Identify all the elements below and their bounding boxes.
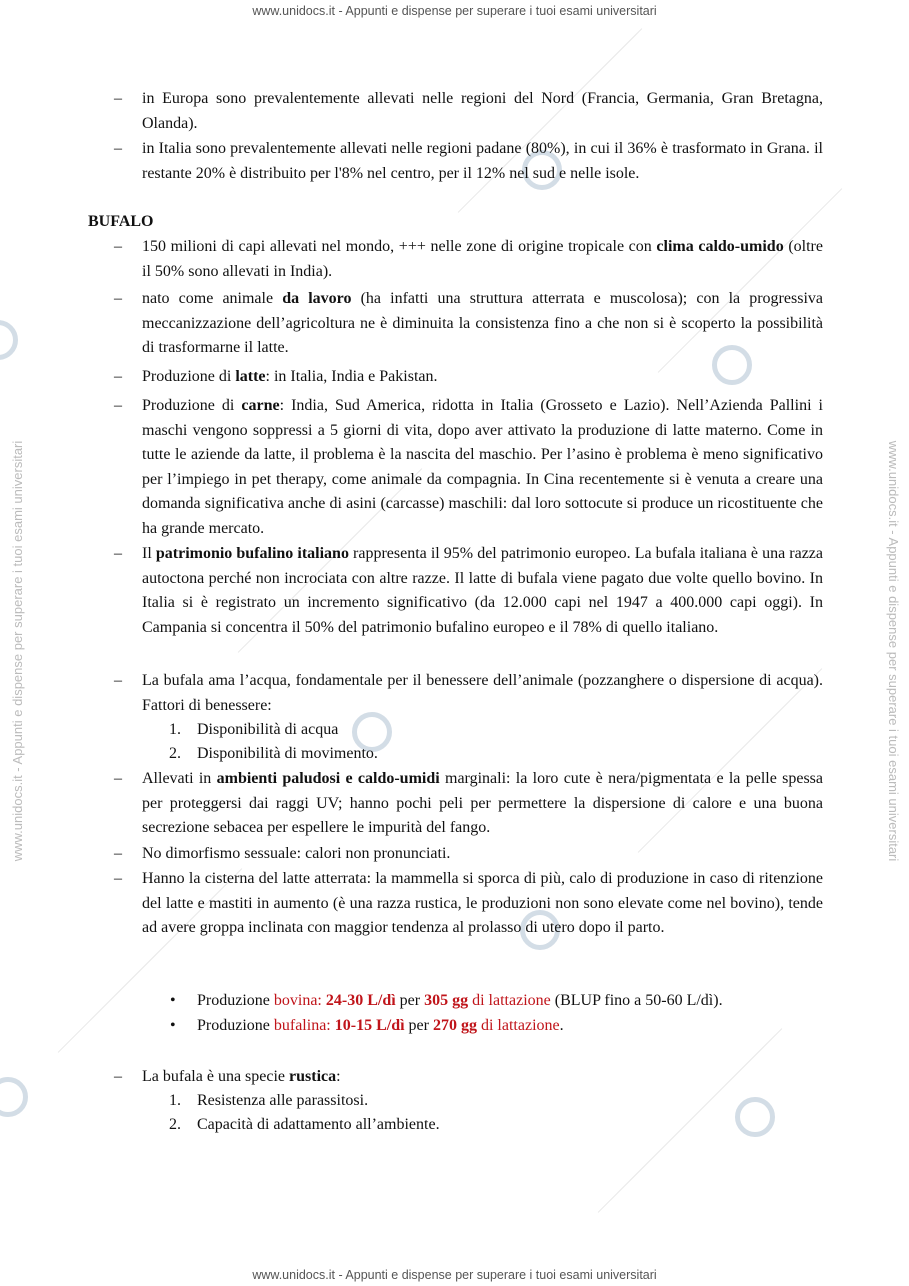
item-lavoro: nato come animale da lavoro (ha infatti una struttura atterrata e muscolosa); con la progressiva meccanizzazione dell’agricoltura ne è diminuita la consistenza fino a che non si è scoperto la possibilità di trasformarne il latte.: [142, 290, 823, 357]
bullet-marker: •: [170, 992, 176, 1009]
item-cisterna: Hanno la cisterna del latte atterrata: la mammella si sporca di più, calo di produzione in caso di ritenzione del latte e mastiti in aumento (è una razza rustica, le produzioni non sono elevate come nel bovino), tende ad avere groppa inclinata con maggior tendenza al prolasso di utero dopo il parto.: [142, 870, 823, 937]
dash-marker: –: [114, 545, 122, 562]
list-item-acqua: Disponibilità di acqua: [197, 721, 339, 738]
list-number: 1.: [169, 721, 181, 738]
dash-marker: –: [114, 290, 122, 307]
intro-item-italy: in Italia sono prevalentemente allevati nelle regioni padane (80%), in cui il 36% è trasformato in Grana. il restante 20% è distribuito per l'8% nel centro, per il 12% nel sud e nelle isole.: [142, 140, 823, 182]
dash-marker: –: [114, 672, 122, 689]
dash-marker: –: [114, 1068, 122, 1085]
list-item-adattamento: Capacità di adattamento all’ambiente.: [197, 1116, 440, 1133]
watermark-header: www.unidocs.it - Appunti e dispense per superare i tuoi esami universitari: [252, 4, 657, 18]
item-carne: Produzione di carne: India, Sud America, ridotta in Italia (Grosseto e Lazio). Nell’Azienda Pallini i maschi vengono soppressi a 5 giorni di vita, dopo aver attivato la produzione di latte materno. Come in tutte le aziende da latte, il problema è la nascita del maschio. Per l’asino è problema è meno significativo per l’impiego in pet therapy, come animale da compagnia. In Cina recentemente si è venuta a creare una domanda significativa anche di asini (carcasse) maschili: dal loro sottocute si produce un ricostituente che ha grande mercato.: [142, 397, 823, 537]
item-latte: Produzione di latte: in Italia, India e Pakistan.: [142, 368, 438, 385]
item-rustica: La bufala è una specie rustica:: [142, 1068, 341, 1085]
watermark-side-right: www.unidocs.it - Appunti e dispense per superare i tuoi esami universitari: [886, 440, 901, 862]
dash-marker: –: [114, 870, 122, 887]
section-heading: BUFALO: [88, 213, 154, 230]
list-number: 2.: [169, 745, 181, 762]
list-item-parassitosi: Resistenza alle parassitosi.: [197, 1092, 369, 1109]
intro-item-europe: in Europa sono prevalentemente allevati nelle regioni del Nord (Francia, Germania, Gran Bretagna, Olanda).: [142, 90, 823, 132]
item-ambienti: Allevati in ambienti paludosi e caldo-umidi marginali: la loro cute è nera/pigmentata e la pelle spessa per proteggersi dai raggi UV; hanno pochi peli per permettere la dispersione di calore e una buona secrezione sebacea per espellere le impurità del fango.: [142, 770, 823, 837]
watermark-side-left: www.unidocs.it - Appunti e dispense per superare i tuoi esami universitari: [10, 440, 25, 862]
dash-marker: –: [114, 845, 122, 862]
dash-marker: –: [114, 90, 122, 107]
production-bovina: Produzione bovina: 24-30 L/dì per 305 gg di lattazione (BLUP fino a 50-60 L/dì).: [197, 992, 723, 1009]
dash-marker: –: [114, 238, 122, 255]
dash-marker: –: [114, 770, 122, 787]
item-dimorfismo: No dimorfismo sessuale: calori non pronunciati.: [142, 845, 451, 862]
list-number: 2.: [169, 1116, 181, 1133]
item-acqua: La bufala ama l’acqua, fondamentale per il benessere dell’animale (pozzanghere o dispersione di acqua). Fattori di benessere:: [142, 672, 823, 714]
bullet-marker: •: [170, 1017, 176, 1034]
production-bufalina: Produzione bufalina: 10-15 L/dì per 270 gg di lattazione.: [197, 1017, 564, 1034]
list-number: 1.: [169, 1092, 181, 1109]
dash-marker: –: [114, 368, 122, 385]
watermark-footer: www.unidocs.it - Appunti e dispense per superare i tuoi esami universitari: [252, 1268, 657, 1282]
item-patrimonio: Il patrimonio bufalino italiano rappresenta il 95% del patrimonio europeo. La bufala italiana è una razza autoctona perché non incrociata con altre razze. Il latte di bufala viene pagato due volte quello bovino. In Italia si è registrato un incremento significativo (da 12.000 capi nel 1947 a 400.000 capi oggi). In Campania si concentra il 50% del patrimonio bufalino europeo e il 78% di quello italiano.: [142, 545, 823, 636]
list-item-movimento: Disponibilità di movimento.: [197, 745, 378, 762]
dash-marker: –: [114, 397, 122, 414]
dash-marker: –: [114, 140, 122, 157]
item-clima: 150 milioni di capi allevati nel mondo, +++ nelle zone di origine tropicale con clima caldo-umido (oltre il 50% sono allevati in India).: [142, 238, 823, 280]
unidocs-logo-icon: [735, 1097, 775, 1137]
